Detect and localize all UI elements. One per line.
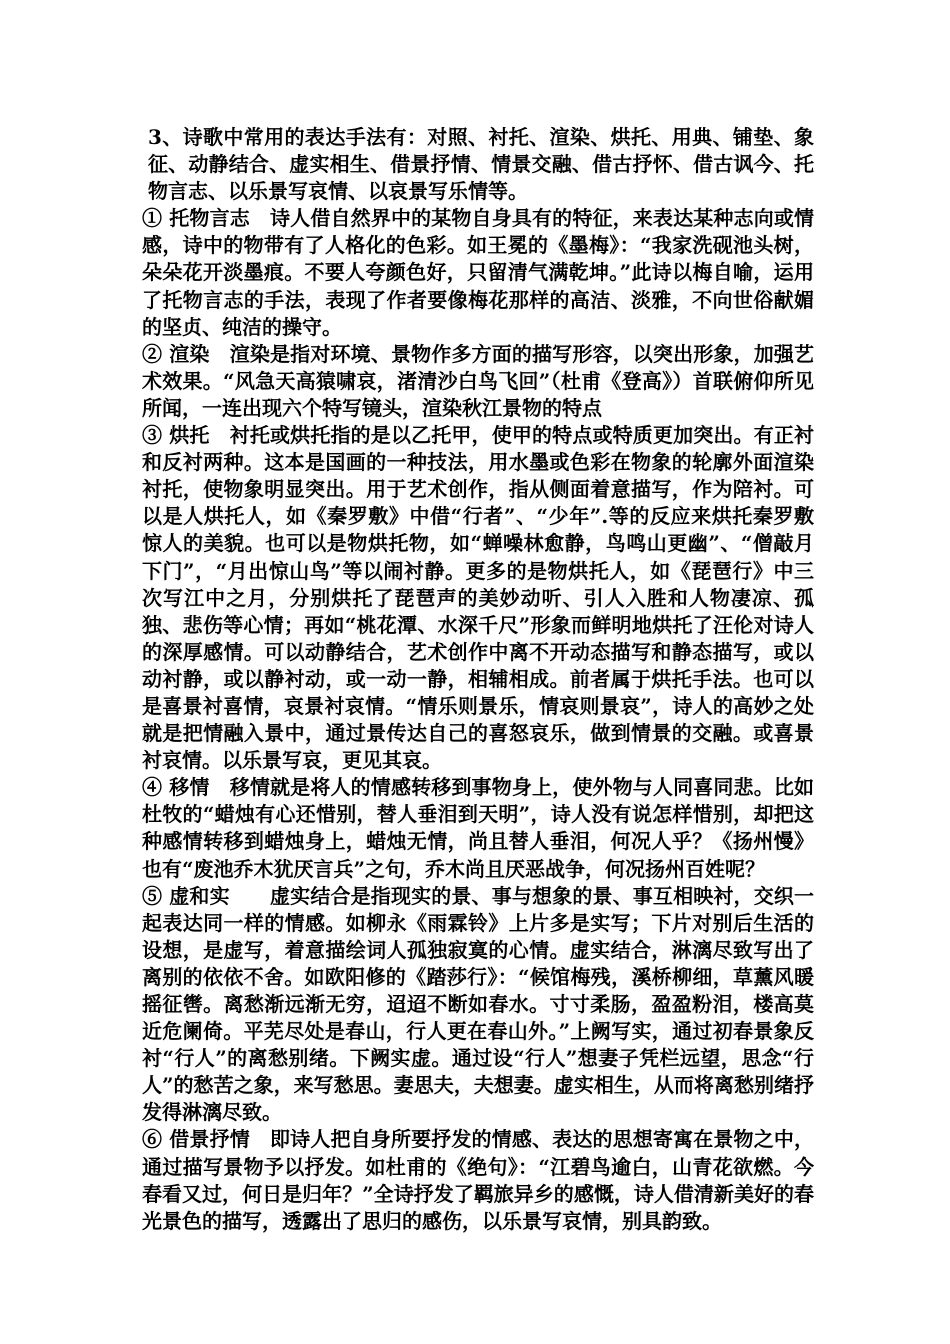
- section-xu-he-shi: ⑤ 虚和实 虚实结合是指现实的景、事与想象的景、事互相映衬，交织一起表达同一样的情感。如柳永《雨霖铃》上片多是实写；下片对别后生活的设想，是虚写，着意描绘词人孤独寂寞的心情。虚实结合，淋漓尽致写出了离别的依依不舍。如欧阳修的《踏莎行》：“候馆梅残，溪桥柳细，草薰风暖摇征辔。离愁渐远渐无穷，迢迢不断如春水。寸寸柔肠，盈盈粉泪，楼高莫近危阑倚。平芜尽处是春山，行人更在春山外。”上阙写实，通过初春景象反衬“行人”的离愁别绪。下阙实虚。通过设“行人”想妻子凭栏远望，思念“行人”的愁苦之象，来写愁思。妻思夫，夫想妻。虚实相生，从而将离愁别绪抒发得淋漓尽致。: [142, 883, 814, 1125]
- section-yiqing: ④ 移情 移情就是将人的情感转移到事物身上，使外物与人同喜同悲。比如杜牧的“蜡烛有心还惜别，替人垂泪到天明”，诗人没有说怎样惜别，却把这种感情转移到蜡烛身上，蜡烛无情，尚且替人垂泪，何况人乎？《扬州慢》也有“废池乔木犹厌言兵”之句，乔木尚且厌恶战争，何况扬州百姓呢？: [142, 775, 814, 881]
- section-jiejing-shuqing: ⑥ 借景抒情 即诗人把自身所要抒发的情感、表达的思想寄寓在景物之中，通过描写景物予以抒发。如杜甫的《绝句》：“江碧鸟逾白，山青花欲燃。今春看又过，何日是归年？”全诗抒发了羁旅异乡的感慨，诗人借清新美好的春光景色的描写，透露出了思归的感伤，以乐景写哀情，别具韵致。: [142, 1127, 814, 1233]
- section-tuowu-yanzhi: ① 托物言志 诗人借自然界中的某物自身具有的特征，来表达某种志向或情感，诗中的物带有了人格化的色彩。如王冕的《墨梅》：“我家洗砚池头树，朵朵花开淡墨痕。不要人夸颜色好，只留清气满乾坤。”此诗以梅自喻，运用了托物言志的手法，表现了作者要像梅花那样的高洁、淡雅，不向世俗献媚的坚贞、纯洁的操守。: [142, 206, 814, 339]
- section-hongtuo: ③ 烘托 衬托或烘托指的是以乙托甲，使甲的特点或特质更加突出。有正衬和反衬两种。这本是国画的一种技法，用水墨或色彩在物象的轮廓外面渲染衬托，使物象明显突出。用于艺术创作，指从侧面着意描写，作为陪衬。可以是人烘托人，如《秦罗敷》中借“行者”、“少年”.等的反应来烘托秦罗敷惊人的美貌。也可以是物烘托物，如“蝉噪林愈静，鸟鸣山更幽”、“僧敲月下门”，“月出惊山鸟”等以闹衬静。更多的是物烘托人，如《琵琶行》中三次写江中之月，分别烘托了琵琶声的美妙动听、引人入胜和人物凄凉、孤独、悲伤等心情；再如“桃花潭、水深千尺”形象而鲜明地烘托了汪伦对诗人的深厚感情。可以动静结合，艺术创作中离不开动态描写和静态描写，或以动衬静，或以静衬动，或一动一静，相辅相成。前者属于烘托手法。也可以是喜景衬喜情，哀景衬哀情。“情乐则景乐，情哀则景哀”，诗人的高妙之处就是把情融入景中，通过景传达自己的喜怒哀乐，做到情景的交融。或喜景衬哀情。以乐景写哀，更见其哀。: [142, 423, 814, 773]
- document-body: [142, 124, 814, 1235]
- section-xuanran: ② 渲染 渲染是指对环境、景物作多方面的描写形容，以突出形象，加强艺术效果。“风急天高猿啸哀，渚清沙白鸟飞回”（杜甫《登高》）首联俯仰所见所闻，一连出现六个特写镜头，渲染秋江景物的特点: [142, 341, 814, 420]
- intro-paragraph: 3、诗歌中常用的表达手法有：对照、衬托、渲染、烘托、用典、铺垫、象征、动静结合、虚实相生、借景抒情、情景交融、借古抒怀、借古讽今、托物言志、以乐景写哀情、以哀景写乐情等。: [148, 125, 814, 204]
